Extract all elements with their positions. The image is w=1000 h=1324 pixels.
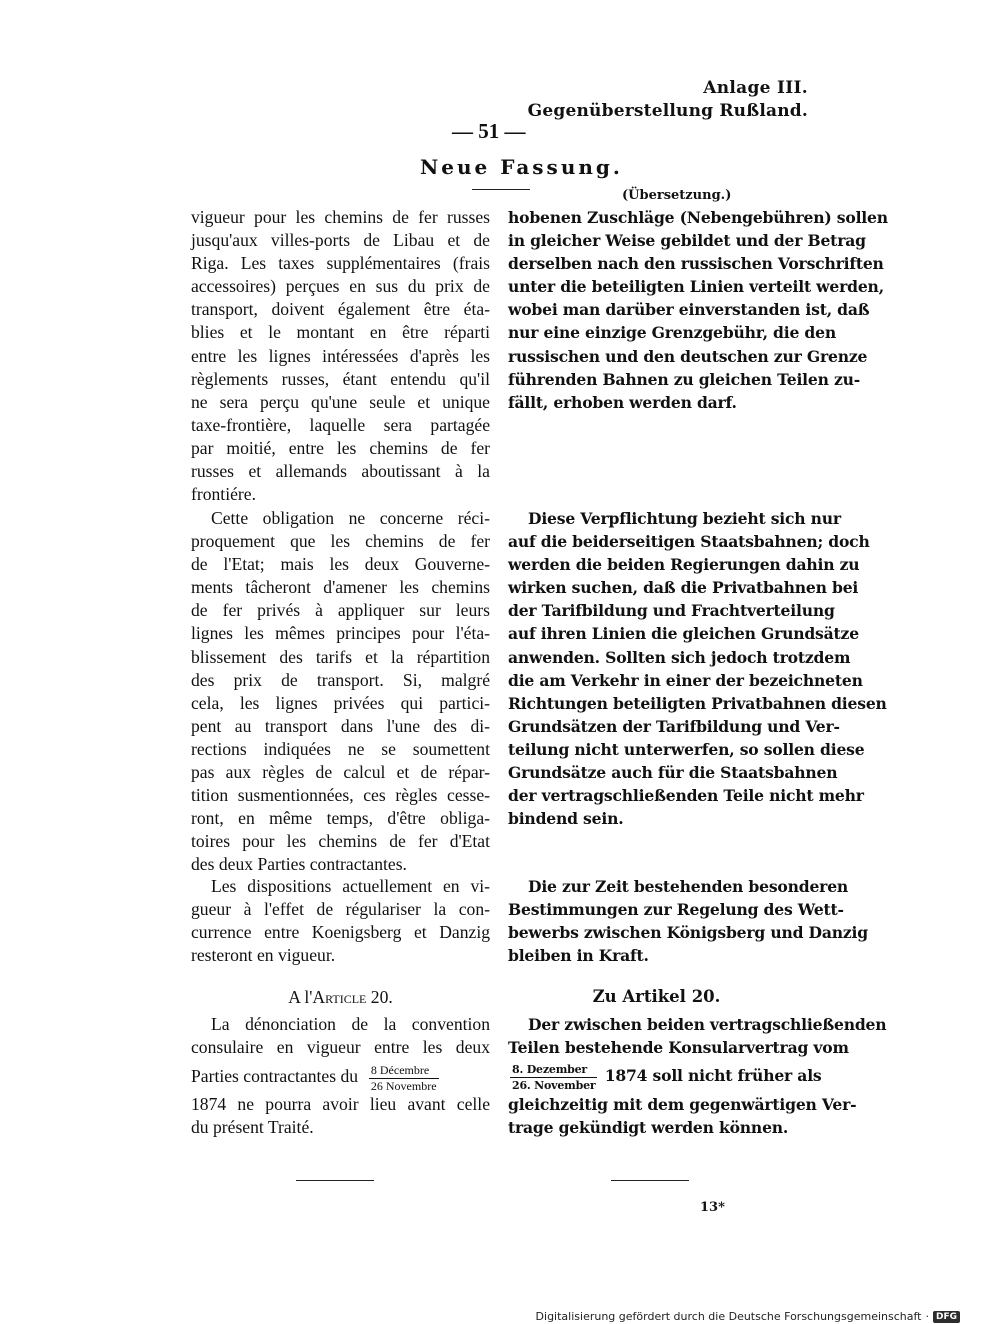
- text-line: nur eine einzige Grenzgebühr, die den: [508, 323, 836, 343]
- german-article-heading: Zu Artikel 20.: [592, 987, 721, 1006]
- fraction-denominator: 26 Novembre: [370, 1078, 437, 1093]
- text-line: auf ihren Linien die gleichen Grundsätze: [508, 624, 859, 644]
- text-line: tition susmentionnées, ces règles cesse-: [191, 785, 490, 806]
- text-line: pent au transport dans l'une des di-: [191, 715, 490, 736]
- text-line: fällt, erhoben werden darf.: [508, 392, 737, 412]
- text-line: pas aux règles de calcul et de répar-: [191, 762, 490, 783]
- text-line: entre les lignes intéressées d'après les: [191, 345, 490, 366]
- text-fragment: Parties contractantes du: [191, 1066, 359, 1087]
- translation-label: (Übersetzung.): [622, 188, 732, 203]
- page-number: — 51 —: [452, 119, 526, 143]
- text-line: cela, les lignes privées qui partici-: [191, 692, 490, 713]
- text-line: jusqu'aux villes-ports de Libau et de: [191, 230, 490, 251]
- german-paragraph-1: [508, 206, 888, 414]
- text-line: de l'Etat; mais les deux Gouverne-: [191, 554, 490, 575]
- text-line: des prix de transport. Si, malgré: [191, 669, 490, 690]
- text-line: frontiére.: [191, 484, 256, 505]
- text-line: blissement des tarifs et la répartition: [191, 646, 490, 667]
- text-line: Teilen bestehende Konsularvertrag vom: [508, 1038, 849, 1058]
- text-line: Der zwischen beiden vertragschließenden: [528, 1015, 887, 1034]
- german-paragraph-3: [508, 875, 868, 967]
- french-paragraph-2: [191, 507, 490, 877]
- text-line: bindend sein.: [508, 809, 624, 829]
- text-fragment: 1874 soll nicht früher als: [604, 1066, 822, 1086]
- text-line: ront, en même temps, d'être obliga-: [191, 808, 490, 829]
- french-paragraph-3: [191, 875, 490, 967]
- text-line: ments tâcheront d'amener les chemins: [191, 577, 490, 598]
- title-rule: [472, 189, 530, 190]
- text-line: der Tarifbildung und Frachtverteilung: [508, 601, 835, 621]
- text-line: hobenen Zuschläge (Nebengebühren) sollen: [508, 208, 888, 227]
- text-line: Bestimmungen zur Regelung des Wett-: [508, 900, 844, 920]
- text-line: anwenden. Sollten sich jedoch trotzdem: [508, 647, 851, 667]
- german-paragraph-2: [508, 507, 887, 830]
- french-paragraph-1: [191, 206, 490, 506]
- text-line: lignes les mêmes principes pour l'éta-: [191, 623, 490, 644]
- text-line: ne sera perçu qu'une seule et unique: [191, 391, 490, 412]
- french-article-heading: [191, 987, 490, 1008]
- text-line: 1874 ne pourra avoir lieu avant celle: [191, 1094, 490, 1115]
- text-line: proquement que les chemins de fer: [191, 531, 490, 552]
- text-line: rections indiquées ne se soumettent: [191, 738, 490, 759]
- text-line: die am Verkehr in einer der bezeichneten: [508, 670, 863, 690]
- article-word: Article: [312, 987, 367, 1007]
- text-line: [191, 1059, 490, 1093]
- french-paragraph-4: [191, 1013, 490, 1139]
- text-line: werden die beiden Regierungen dahin zu: [508, 555, 860, 575]
- article-number: 20.: [366, 987, 393, 1007]
- signature-mark: 13*: [700, 1200, 725, 1215]
- text-line: Grundsätzen der Tarifbildung und Ver-: [508, 716, 840, 736]
- text-line: wobei man darüber einverstanden ist, daß: [508, 300, 870, 320]
- text-line: par moitié, entre les chemins de fer: [191, 437, 490, 458]
- text-line: teilung nicht unterwerfen, so sollen diese: [508, 739, 865, 759]
- text-line: consulaire en vigueur entre les deux: [191, 1037, 490, 1058]
- text-line: russischen und den deutschen zur Grenze: [508, 346, 868, 366]
- text-line: vigueur pour les chemins de fer russes: [191, 207, 490, 227]
- section-title: Neue Fassung.: [420, 155, 623, 179]
- digitization-credit: [536, 1310, 960, 1323]
- text-line: du présent Traité.: [191, 1117, 314, 1138]
- text-line: Richtungen beteiligten Privatbahnen diesen: [508, 693, 887, 713]
- text-line: de fer privés à appliquer sur leurs: [191, 600, 490, 621]
- text-line: trage gekündigt werden können.: [508, 1118, 789, 1138]
- text-line: resteront en vigueur.: [191, 945, 336, 966]
- text-line: règlements russes, étant entendu qu'il: [191, 368, 490, 389]
- text-line: auf die beiderseitigen Staatsbahnen; doch: [508, 532, 870, 552]
- german-paragraph-4: [508, 1013, 887, 1139]
- article-prefix: A l': [288, 987, 313, 1007]
- text-line: in gleicher Weise gebildet und der Betrag: [508, 231, 866, 251]
- text-line: Riga. Les taxes supplémentaires (frais: [191, 253, 490, 274]
- text-line: transport, doivent également être éta-: [191, 299, 490, 320]
- text-line: wirken suchen, daß die Privatbahnen bei: [508, 578, 859, 598]
- text-line: Die zur Zeit bestehenden besonderen: [528, 877, 849, 896]
- text-line: Grundsätze auch für die Staatsbahnen: [508, 763, 838, 783]
- text-line: führenden Bahnen zu gleichen Teilen zu-: [508, 369, 861, 389]
- closing-rule-right: [611, 1180, 689, 1181]
- text-line: unter die beteiligten Linien verteilt werden,: [508, 277, 884, 297]
- text-line: [508, 1059, 822, 1093]
- text-line: taxe-frontière, laquelle sera partagée: [191, 414, 490, 435]
- text-line: des deux Parties contractantes.: [191, 854, 407, 875]
- text-line: der vertragschließenden Teile nicht mehr: [508, 786, 864, 806]
- text-line: toires pour les chemins de fer d'Etat: [191, 831, 490, 852]
- text-line: blies et le montant en être réparti: [191, 322, 490, 343]
- credit-text: Digitalisierung gefördert durch die Deutsche Forschungsgemeinschaft: [535, 1310, 922, 1323]
- text-line: derselben nach den russischen Vorschriften: [508, 254, 884, 274]
- date-fraction: [369, 1064, 439, 1093]
- text-line: Cette obligation ne concerne réci-: [211, 508, 490, 528]
- text-line: accessoires) perçues en sus du prix de: [191, 276, 490, 297]
- text-line: Diese Verpflichtung bezieht sich nur: [528, 509, 841, 528]
- date-fraction: [510, 1063, 597, 1092]
- comparison-title: Gegenüberstellung Rußland.: [527, 101, 808, 121]
- text-line: bleiben in Kraft.: [508, 946, 649, 966]
- closing-rule-left: [296, 1180, 374, 1181]
- fraction-numerator: 8 Décembre: [369, 1064, 439, 1079]
- text-line: gleichzeitig mit dem gegenwärtigen Ver-: [508, 1095, 857, 1115]
- text-line: russes et allemands aboutissant à la: [191, 461, 490, 482]
- dfg-logo-icon: DFG: [933, 1311, 960, 1323]
- text-line: gueur à l'effet de régulariser la con-: [191, 899, 490, 920]
- text-line: currence entre Koenigsberg et Danzig: [191, 922, 490, 943]
- bullet-separator: ·: [925, 1310, 929, 1323]
- fraction-numerator: 8. Dezember: [510, 1063, 597, 1078]
- text-line: Les dispositions actuellement en vi-: [211, 876, 490, 896]
- text-line: La dénonciation de la convention: [211, 1014, 490, 1034]
- fraction-denominator: 26. November: [512, 1078, 596, 1092]
- text-line: bewerbs zwischen Königsberg und Danzig: [508, 923, 868, 943]
- annex-label: Anlage III.: [703, 78, 808, 98]
